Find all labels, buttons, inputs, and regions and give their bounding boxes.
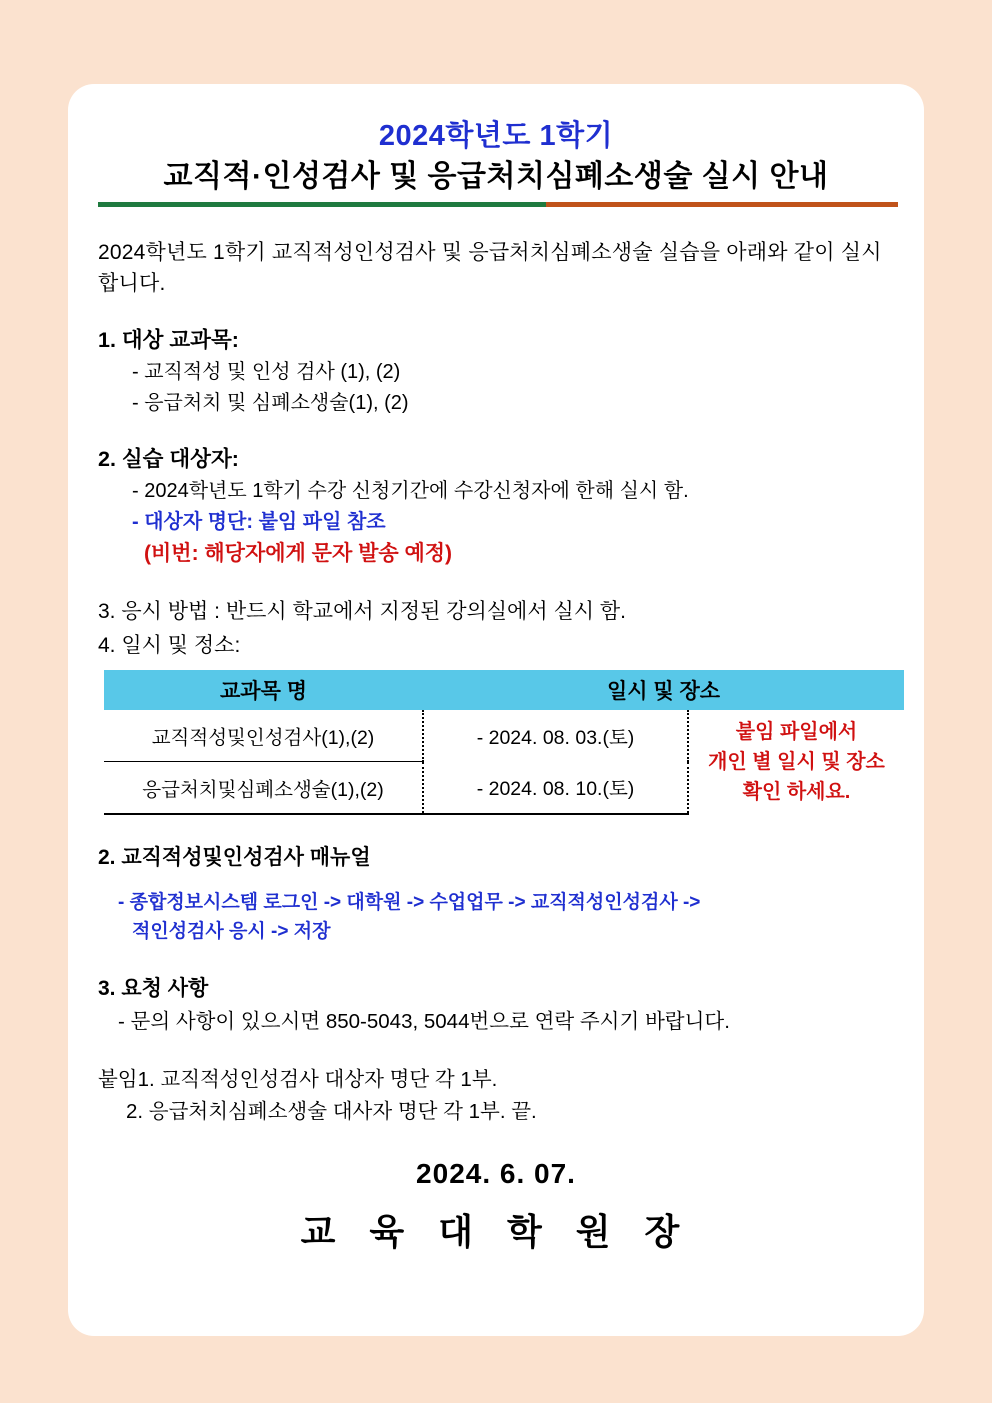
section-participants-item-2: - 대상자 명단: 붙임 파일 참조 [132, 511, 386, 534]
section-method-line: 3. 응시 방법 : 반드시 학교에서 지정된 강의실에서 실시 함. [98, 599, 626, 623]
title-line-2: 교직적·인성검사 및 응급처치심폐소생술 실시 안내 [163, 160, 829, 194]
section-request-heading: 3. 요청 사항 [98, 977, 209, 1001]
section-participants-note: (비번: 해당자에게 문자 발송 예정) [144, 542, 453, 566]
manual-path-line-2: 적인성검사 응시 -> 저장 [132, 920, 331, 942]
table-cell-date-2: - 2024. 08. 10.(토) [423, 762, 688, 815]
notice-page [68, 84, 924, 1336]
divider-orange-segment [546, 202, 898, 207]
title-line-1: 2024학년도 1학기 [378, 120, 614, 152]
section-method [98, 595, 894, 662]
manual-path-line-1: - 종합정보시스템 로그인 -> 대학원 -> 수업업무 -> 교직적성인성검사 -> [118, 892, 701, 914]
section-target-courses [98, 324, 894, 419]
table-cell-subject-2: 응급처치및심폐소생술(1),(2) [104, 762, 423, 815]
section-manual-path [98, 889, 894, 946]
title-block [98, 118, 894, 207]
table-note-line-3: 확인 하세요. [742, 781, 851, 804]
table-note-line-2: 개인 별 일시 및 장소 [708, 751, 885, 774]
table-note-line-1: 붙임 파일에서 [735, 721, 858, 744]
section-schedule-heading: 4. 일시 및 정소: [98, 633, 241, 657]
intro-paragraph: 2024학년도 1학기 교직적성인성검사 및 응급처치심폐소생술 실습을 아래와 같이 실시 합니다. [98, 240, 882, 296]
section-participants-heading: 2. 실습 대상자: [98, 447, 239, 472]
section-manual-heading: 2. 교직적성및인성검사 매뉴얼 [98, 846, 371, 870]
attachment-line-1: 붙임1. 교직적성인성검사 대상자 명단 각 1부. [98, 1068, 498, 1092]
table-cell-subject-1: 교직적성및인성검사(1),(2) [104, 710, 423, 761]
attachments-block [98, 1064, 894, 1128]
section-target-courses-item-1: - 교직적성 및 인성 검사 (1), (2) [132, 361, 401, 384]
section-participants [98, 443, 894, 571]
schedule-table [104, 670, 904, 815]
table-cell-note [688, 710, 904, 814]
table-cell-date-1: - 2024. 08. 03.(토) [423, 710, 688, 761]
table-row [104, 710, 904, 761]
attachment-line-2: 2. 응급처치심폐소생술 대사자 명단 각 1부. 끝. [126, 1099, 537, 1123]
section-target-courses-heading: 1. 대상 교과목: [98, 327, 239, 352]
section-participants-item-1: - 2024학년도 1학기 수강 신청기간에 수강신청자에 한해 실시 함. [132, 480, 689, 503]
issue-date: 2024. 6. 07. [416, 1157, 576, 1189]
table-header-subject: 교과목 명 [104, 670, 423, 710]
table-header-row [104, 670, 904, 710]
section-request [98, 972, 894, 1034]
section-target-courses-item-2: - 응급처치 및 심폐소생술(1), (2) [132, 392, 409, 415]
section-request-line: - 문의 사항이 있으시면 850-5043, 5044번으로 연락 주시기 바랍니다. [118, 1010, 730, 1034]
title-divider [98, 202, 898, 207]
table-header-datetime: 일시 및 장소 [423, 670, 904, 710]
divider-green-segment [98, 202, 546, 207]
signer-title: 교 육 대 학 원 장 [300, 1210, 692, 1252]
